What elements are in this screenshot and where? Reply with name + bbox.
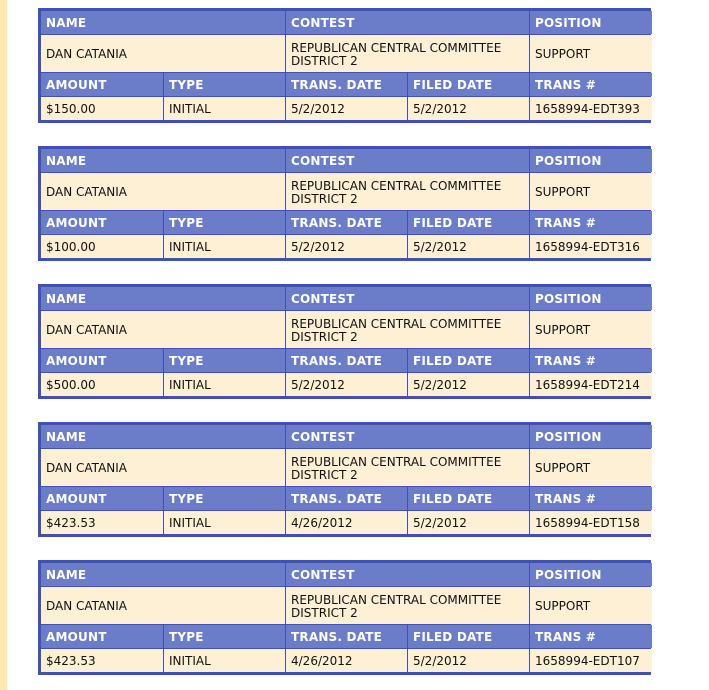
name-header: NAME bbox=[41, 11, 285, 34]
type-value: INITIAL bbox=[164, 511, 285, 534]
record-table bbox=[40, 10, 653, 121]
filed-date-header: FILED DATE bbox=[408, 211, 529, 234]
contest-header: CONTEST bbox=[286, 425, 529, 448]
trans-num-header: TRANS # bbox=[530, 73, 652, 96]
type-header: TYPE bbox=[164, 211, 285, 234]
trans-date-header: TRANS. DATE bbox=[286, 211, 407, 234]
trans-num-header: TRANS # bbox=[530, 625, 652, 648]
filed-date-value: 5/2/2012 bbox=[408, 511, 529, 534]
filed-date-header: FILED DATE bbox=[408, 73, 529, 96]
position-header: POSITION bbox=[530, 425, 652, 448]
filed-date-header: FILED DATE bbox=[408, 487, 529, 510]
record-table bbox=[40, 148, 653, 259]
type-header: TYPE bbox=[164, 625, 285, 648]
amount-value: $100.00 bbox=[41, 235, 163, 258]
trans-num-value: 1658994-EDT214 bbox=[530, 373, 652, 396]
amount-value: $500.00 bbox=[41, 373, 163, 396]
amount-value: $423.53 bbox=[41, 649, 163, 672]
contest-value: REPUBLICAN CENTRAL COMMITTEE DISTRICT 2 bbox=[286, 173, 529, 210]
type-value: INITIAL bbox=[164, 373, 285, 396]
amount-value: $423.53 bbox=[41, 511, 163, 534]
filed-date-value: 5/2/2012 bbox=[408, 649, 529, 672]
trans-num-header: TRANS # bbox=[530, 349, 652, 372]
position-header: POSITION bbox=[530, 11, 652, 34]
contribution-record bbox=[38, 284, 651, 399]
contest-value: REPUBLICAN CENTRAL COMMITTEE DISTRICT 2 bbox=[286, 449, 529, 486]
name-value: DAN CATANIA bbox=[41, 173, 285, 210]
trans-num-value: 1658994-EDT107 bbox=[530, 649, 652, 672]
amount-header: AMOUNT bbox=[41, 487, 163, 510]
contest-header: CONTEST bbox=[286, 563, 529, 586]
position-value: SUPPORT bbox=[530, 173, 652, 210]
type-value: INITIAL bbox=[164, 649, 285, 672]
name-value: DAN CATANIA bbox=[41, 587, 285, 624]
filed-date-value: 5/2/2012 bbox=[408, 97, 529, 120]
filed-date-value: 5/2/2012 bbox=[408, 235, 529, 258]
contest-header: CONTEST bbox=[286, 149, 529, 172]
name-value: DAN CATANIA bbox=[41, 449, 285, 486]
contribution-record bbox=[38, 146, 651, 261]
trans-date-header: TRANS. DATE bbox=[286, 349, 407, 372]
position-header: POSITION bbox=[530, 149, 652, 172]
trans-date-value: 5/2/2012 bbox=[286, 373, 407, 396]
record-table bbox=[40, 286, 653, 397]
trans-date-value: 4/26/2012 bbox=[286, 511, 407, 534]
trans-num-header: TRANS # bbox=[530, 487, 652, 510]
contest-header: CONTEST bbox=[286, 11, 529, 34]
amount-header: AMOUNT bbox=[41, 625, 163, 648]
contest-value: REPUBLICAN CENTRAL COMMITTEE DISTRICT 2 bbox=[286, 587, 529, 624]
position-value: SUPPORT bbox=[530, 35, 652, 72]
amount-header: AMOUNT bbox=[41, 73, 163, 96]
trans-num-value: 1658994-EDT393 bbox=[530, 97, 652, 120]
amount-header: AMOUNT bbox=[41, 349, 163, 372]
type-value: INITIAL bbox=[164, 97, 285, 120]
left-stripe bbox=[0, 0, 7, 690]
name-header: NAME bbox=[41, 425, 285, 448]
contest-value: REPUBLICAN CENTRAL COMMITTEE DISTRICT 2 bbox=[286, 311, 529, 348]
trans-date-value: 5/2/2012 bbox=[286, 235, 407, 258]
amount-value: $150.00 bbox=[41, 97, 163, 120]
trans-num-value: 1658994-EDT316 bbox=[530, 235, 652, 258]
amount-header: AMOUNT bbox=[41, 211, 163, 234]
name-header: NAME bbox=[41, 563, 285, 586]
trans-date-header: TRANS. DATE bbox=[286, 487, 407, 510]
position-header: POSITION bbox=[530, 287, 652, 310]
contribution-record bbox=[38, 560, 651, 675]
contest-header: CONTEST bbox=[286, 287, 529, 310]
filed-date-header: FILED DATE bbox=[408, 349, 529, 372]
filed-date-value: 5/2/2012 bbox=[408, 373, 529, 396]
contribution-record bbox=[38, 422, 651, 537]
type-value: INITIAL bbox=[164, 235, 285, 258]
trans-num-value: 1658994-EDT158 bbox=[530, 511, 652, 534]
position-header: POSITION bbox=[530, 563, 652, 586]
trans-date-header: TRANS. DATE bbox=[286, 73, 407, 96]
position-value: SUPPORT bbox=[530, 311, 652, 348]
trans-date-header: TRANS. DATE bbox=[286, 625, 407, 648]
type-header: TYPE bbox=[164, 349, 285, 372]
contribution-record bbox=[38, 8, 651, 123]
type-header: TYPE bbox=[164, 487, 285, 510]
record-table bbox=[40, 562, 653, 673]
position-value: SUPPORT bbox=[530, 587, 652, 624]
record-table bbox=[40, 424, 653, 535]
name-value: DAN CATANIA bbox=[41, 35, 285, 72]
name-header: NAME bbox=[41, 149, 285, 172]
trans-num-header: TRANS # bbox=[530, 211, 652, 234]
name-value: DAN CATANIA bbox=[41, 311, 285, 348]
name-header: NAME bbox=[41, 287, 285, 310]
trans-date-value: 4/26/2012 bbox=[286, 649, 407, 672]
filed-date-header: FILED DATE bbox=[408, 625, 529, 648]
type-header: TYPE bbox=[164, 73, 285, 96]
position-value: SUPPORT bbox=[530, 449, 652, 486]
trans-date-value: 5/2/2012 bbox=[286, 97, 407, 120]
contest-value: REPUBLICAN CENTRAL COMMITTEE DISTRICT 2 bbox=[286, 35, 529, 72]
